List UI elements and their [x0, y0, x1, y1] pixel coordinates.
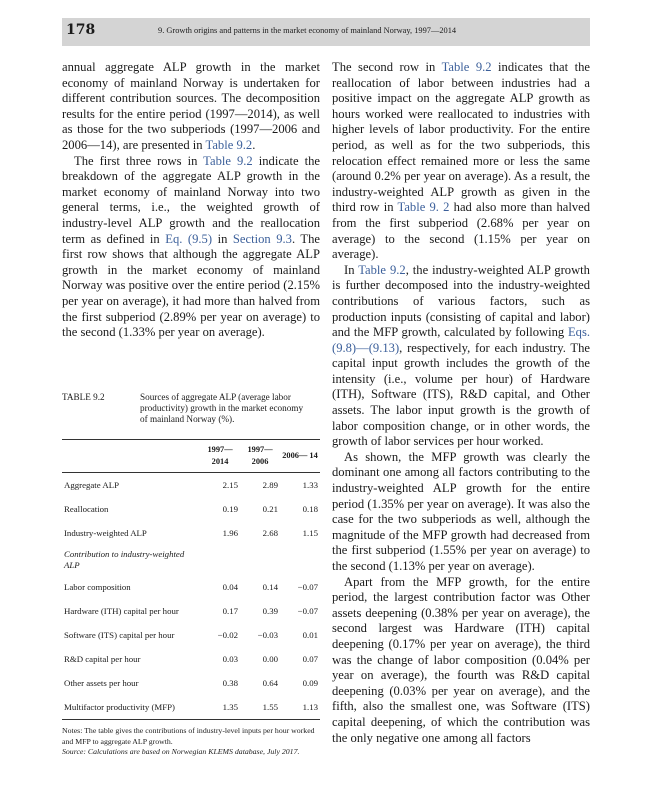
row-label: Multifactor productivity (MFP): [64, 702, 175, 712]
section-link[interactable]: Section 9.3: [232, 231, 292, 246]
table-row: [62, 575, 320, 599]
table-link[interactable]: Table 9.2: [358, 262, 406, 277]
cell-value: 0.38: [222, 678, 238, 688]
page-header: [62, 18, 590, 46]
cell-value: 2.15: [222, 480, 238, 490]
cell-value: [200, 545, 240, 575]
table-notes: [62, 726, 320, 758]
cell-value: 0.17: [222, 606, 238, 616]
table-link[interactable]: Table 9.2: [205, 137, 253, 152]
table-row: [62, 545, 320, 575]
table-row: [62, 647, 320, 671]
paragraph: The first three rows in Table 9.2 indicate the breakdown of the aggregate ALP growth in the market economy of mainland Norway into two general terms, i.e., the weighted growth of industry-level ALP growth and the reallocation term as defined in Eq. (9.5) in Section 9.3. The first row shows that although the aggregate ALP growth in the market economy of mainland Norway was positive over the entire period (2.15% per year on average), it had more than halved from the first subperiod (2.89% per year on average) to the second (1.33% per year on average).: [62, 153, 320, 340]
cell-value: [240, 545, 280, 575]
cell-value: 0.19: [222, 504, 238, 514]
paragraph: The second row in Table 9.2 indicates that the reallocation of labor between industries had a positive impact on the aggregate ALP growth as hours worked were reallocated to industries with higher levels of labor productivity. For the entire period, as well as for the two subperiods, this relocation effect remained more or less the same (around 0.2% per year on average). As a result, the industry-weighted ALP growth as given in the third row in Table 9. 2 had also more than halved from the first subperiod (2.68% per year on average) to the second (1.15% per year on average).: [332, 60, 591, 262]
table-link[interactable]: Table 9.2: [441, 60, 492, 74]
table-title: Sources of aggregate ALP (average labor productivity) growth in the market economy of mainland Norway (%).: [140, 392, 304, 424]
row-label: Reallocation: [64, 504, 109, 514]
column-header: 2006— 14: [282, 451, 318, 460]
running-head: 9. Growth origins and patterns in the market economy of mainland Norway, 1997—2014: [158, 26, 457, 35]
data-table: [62, 439, 320, 720]
right-column: [332, 60, 590, 746]
cell-value: −0.07: [297, 582, 318, 592]
cell-value: 1.15: [302, 528, 318, 538]
cell-value: 0.00: [262, 654, 278, 664]
table-row: [62, 623, 320, 647]
row-label: Contribution to industry-weighted ALP: [64, 549, 185, 570]
column-header: 1997— 2006: [247, 445, 273, 466]
row-label: Other assets per hour: [64, 678, 139, 688]
cell-value: 0.39: [262, 606, 278, 616]
table-link[interactable]: Table 9.2: [203, 153, 253, 168]
table-row: [62, 497, 320, 521]
table-row: [62, 695, 320, 720]
cell-value: 2.89: [262, 480, 278, 490]
table-row: [62, 521, 320, 545]
cell-value: 1.13: [302, 702, 318, 712]
cell-value: −0.03: [257, 630, 278, 640]
row-label: Hardware (ITH) capital per hour: [64, 606, 179, 616]
cell-value: 2.68: [262, 528, 278, 538]
paragraph: annual aggregate ALP growth in the market economy of mainland Norway is undertaken for different contribution sources. The decomposition results for the entire period (1997—2014), as well as those for the two subperiods (1997—2006 and 2006—14), are presented in Table 9.2.: [62, 60, 320, 152]
cell-value: 0.18: [302, 504, 318, 514]
column-header: 1997— 2014: [207, 445, 233, 466]
cell-value: −0.02: [217, 630, 238, 640]
page-number: 178: [66, 22, 96, 38]
left-column: [62, 60, 320, 341]
table-9-2: [62, 392, 320, 758]
table-row: [62, 599, 320, 623]
cell-value: 1.55: [262, 702, 278, 712]
cell-value: 0.01: [302, 630, 318, 640]
row-label: Labor composition: [64, 582, 131, 592]
equation-link[interactable]: Eq. (9.5): [165, 231, 213, 246]
cell-value: 0.64: [262, 678, 278, 688]
table-link[interactable]: Table 9. 2: [397, 200, 450, 215]
cell-value: 0.04: [222, 582, 238, 592]
table-caption: [62, 392, 320, 425]
cell-value: −0.07: [297, 606, 318, 616]
cell-value: 1.96: [222, 528, 238, 538]
cell-value: [280, 545, 320, 575]
table-row: [62, 473, 320, 498]
cell-value: 0.21: [262, 504, 278, 514]
cell-value: 1.33: [302, 480, 318, 490]
cell-value: 0.14: [262, 582, 278, 592]
cell-value: 0.07: [302, 654, 318, 664]
row-label: R&D capital per hour: [64, 654, 141, 664]
row-label: Software (ITS) capital per hour: [64, 630, 175, 640]
table-label: TABLE 9.2: [62, 392, 105, 402]
row-label: Industry-weighted ALP: [64, 528, 147, 538]
source-text: Source: Calculations are based on Norwegian KLEMS database, July 2017.: [62, 747, 300, 756]
cell-value: 0.09: [302, 678, 318, 688]
cell-value: 0.03: [222, 654, 238, 664]
notes-text: Notes: The table gives the contributions of industry-level inputs per hour worked and MFP to aggregate ALP growth.: [62, 726, 315, 746]
paragraph: Apart from the MFP growth, for the entire period, the largest contribution factor was Other assets deepening (0.38% per year on average), the second largest was Hardware (ITH) capital deepening (0.17% per year on average), the third was the change of labor composition (0.04% per year on average), the fourth was R&D capital deepening (0.03% per year on average), and the fifth, also the smallest one, was Software (ITS) capital deepening, of which the contribution was the only negative one among all factors: [332, 574, 590, 745]
table-row: [62, 671, 320, 695]
paragraph: In Table 9.2, the industry-weighted ALP growth is further decomposed into the industry-weighted contributions of various factors, such as production inputs (consisting of capital and labor) and the MFP growth, calculated by following Eqs. (9.8)—(9.13), respectively, for each industry. The capital input growth includes the growth of the intensity (i.e., volume per hour) of Hardware (ITH), Software (ITS), R&D capital, and Other assets. The labor input growth is the growth of labor composition change, or in other words, the growth of labor services per hour worked.: [332, 262, 590, 449]
equation-link[interactable]: Eqs. (9.8)—(9.13): [332, 325, 590, 355]
row-label: Aggregate ALP: [64, 480, 119, 490]
cell-value: 1.35: [222, 702, 238, 712]
paragraph: As shown, the MFP growth was clearly the dominant one among all factors contributing to the industry-weighted ALP growth for the entire period (1.35% per year on average). It was also the case for the two subperiods as well, although the magnitude of the MFP growth had decreased from the first subperiod (1.55% per year on average) to the second (1.13% per year on average).: [332, 449, 590, 573]
